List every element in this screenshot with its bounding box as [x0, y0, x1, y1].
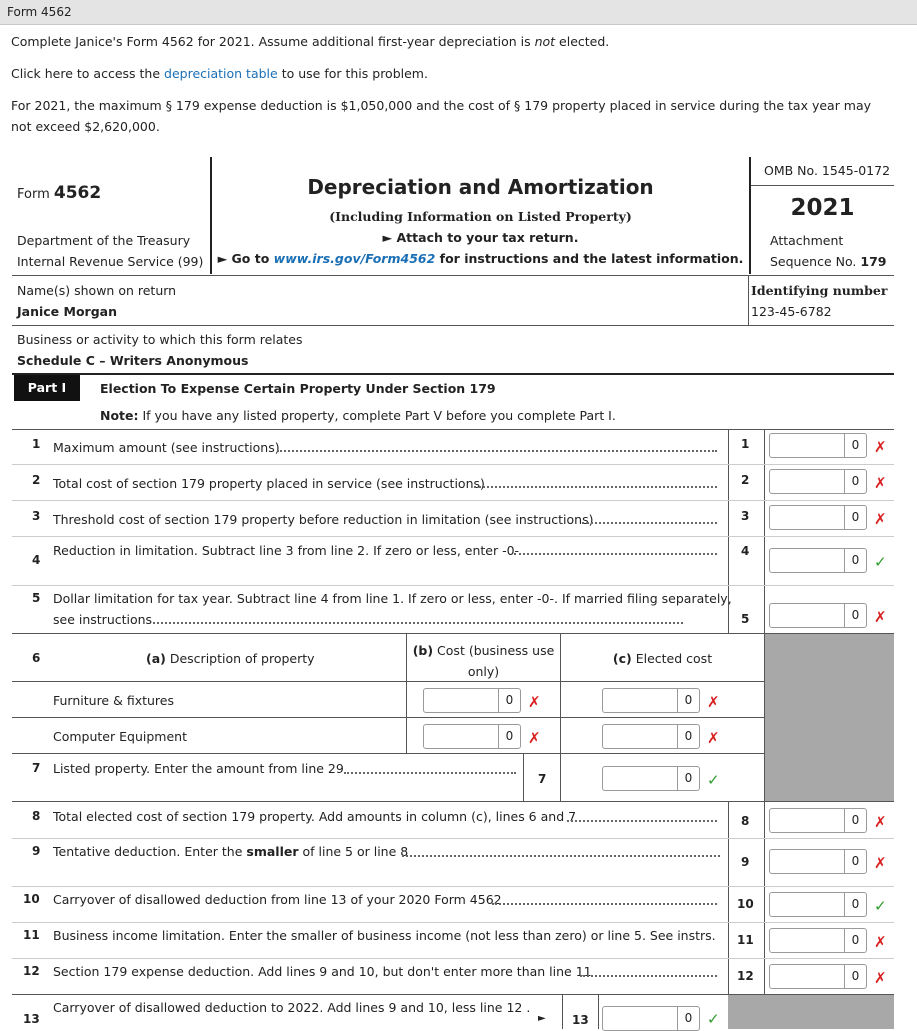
line-5-rule — [12, 633, 894, 634]
line-9-leader — [402, 855, 720, 857]
linebox-divider-bottom — [728, 802, 729, 994]
line-9-incorrect-icon: ✗ — [874, 854, 887, 872]
business-label: Business or activity to which this form relates — [17, 332, 303, 347]
line-1-box: 1 — [741, 437, 750, 451]
property-cost-input[interactable]: 0 — [423, 688, 521, 713]
line-7-rule — [12, 801, 894, 802]
line-12-box: 12 — [737, 969, 754, 983]
line-11-number: 11 — [23, 928, 40, 942]
line-8-leader — [567, 820, 717, 822]
line-1-input[interactable]: 0 — [769, 433, 867, 458]
header-bottom-rule — [12, 275, 894, 276]
irs-label: Internal Revenue Service (99) — [17, 254, 204, 269]
line-4-number: 4 — [32, 553, 41, 567]
line-5-text-1: Dollar limitation for tax year. Subtract line 4 from line 1. If zero or less, enter -0-. If married filing separately, — [53, 591, 732, 606]
property-cost-incorrect-icon: ✗ — [528, 729, 541, 747]
line-12-text: Section 179 expense deduction. Add lines 9 and 10, but don't enter more than line 11 — [53, 964, 592, 979]
line-6-row-rule — [12, 717, 765, 718]
line-10-rule — [12, 922, 894, 923]
line-3-input[interactable]: 0 — [769, 505, 867, 530]
line-13-box-left — [562, 995, 563, 1029]
goto-instruction: ► Go to www.irs.gov/Form4562 for instructions and the latest information. — [217, 251, 744, 266]
property-cost-incorrect-icon: ✗ — [528, 693, 541, 711]
line-13-arrow-icon: ► — [538, 1013, 546, 1024]
line-9-number: 9 — [32, 844, 41, 858]
id-divider — [748, 276, 749, 325]
line-13-shaded-area — [728, 995, 894, 1029]
part1-note: Note: If you have any listed property, complete Part V before you complete Part I. — [100, 408, 616, 423]
line-4-text: Reduction in limitation. Subtract line 3 from line 2. If zero or less, enter -0- — [53, 543, 520, 558]
line-8-input[interactable]: 0 — [769, 808, 867, 833]
line-4-input[interactable]: 0 — [769, 548, 867, 573]
line-8-incorrect-icon: ✗ — [874, 813, 887, 831]
line-3-leader — [582, 522, 717, 524]
col-a-header: (a) Description of property — [146, 651, 315, 666]
depreciation-table-link[interactable]: depreciation table — [164, 66, 278, 81]
form-number: 4562 — [53, 183, 102, 203]
line-7-box: 7 — [538, 772, 547, 786]
line-10-input[interactable]: 0 — [769, 892, 867, 917]
line-12-input[interactable]: 0 — [769, 964, 867, 989]
line-13-correct-icon: ✓ — [707, 1010, 720, 1028]
part1-label: Part I — [14, 375, 80, 401]
line-5-text-2: see instructions — [53, 612, 153, 627]
form-subtitle: (Including Information on Listed Property) — [329, 209, 632, 224]
line-3-text: Threshold cost of section 179 property before reduction in limitation (see instructions) — [53, 512, 594, 527]
dept-treasury: Department of the Treasury — [17, 233, 191, 248]
elected-cost-incorrect-icon: ✗ — [707, 693, 720, 711]
line-9-box: 9 — [741, 855, 750, 869]
business-activity: Schedule C – Writers Anonymous — [17, 353, 249, 368]
line-13-number: 13 — [23, 1012, 40, 1026]
line-6-header-rule — [12, 681, 765, 682]
line-2-leader — [474, 486, 717, 488]
line-7-input[interactable]: 0 — [602, 766, 700, 791]
line-2-rule — [12, 500, 894, 501]
line-4-correct-icon: ✓ — [874, 553, 887, 571]
part1-title: Election To Expense Certain Property Under Section 179 — [100, 381, 496, 396]
col-c-header: (c) Elected cost — [612, 651, 713, 666]
line-11-box: 11 — [737, 933, 754, 947]
line-8-rule — [12, 838, 894, 839]
line-10-correct-icon: ✓ — [874, 897, 887, 915]
line-4-rule — [12, 585, 894, 586]
line-10-box: 10 — [737, 897, 754, 911]
instructions-line-3: For 2021, the maximum § 179 expense deduction is $1,050,000 and the cost of § 179 property placed in service during the tax year may not exceed $2,620,000. — [11, 98, 872, 134]
line-7-box-right — [560, 754, 561, 801]
line-10-leader — [492, 903, 717, 905]
instructions-line-2: Click here to access the depreciation table to use for this problem. — [11, 66, 428, 81]
part1-top-rule — [12, 373, 894, 375]
line-1-leader — [277, 450, 717, 452]
line-5-box: 5 — [741, 612, 750, 626]
line-6-7-shaded-area — [765, 634, 894, 801]
line-1-text: Maximum amount (see instructions) — [53, 440, 280, 455]
line-11-text: Business income limitation. Enter the smaller of business income (not less than zero) or line 5. See instrs. — [53, 928, 716, 943]
line-8-box: 8 — [741, 814, 750, 828]
line-11-rule — [12, 958, 894, 959]
line-8-text: Total elected cost of section 179 property. Add amounts in column (c), lines 6 and 7 — [53, 809, 577, 824]
line-2-input[interactable]: 0 — [769, 469, 867, 494]
tax-year: 2021 — [790, 195, 855, 221]
name-label: Name(s) shown on return — [17, 283, 177, 298]
line-9-rule — [12, 886, 894, 887]
line-4-box: 4 — [741, 544, 750, 558]
line-6-number: 6 — [32, 651, 41, 665]
line-7-box-left — [523, 754, 524, 801]
property-description: Computer Equipment — [53, 729, 187, 744]
part1-note-rule — [12, 429, 894, 430]
sequence-number: Sequence No. 179 — [770, 254, 887, 269]
line-4-leader — [514, 553, 717, 555]
omb-number: OMB No. 1545-0172 — [764, 163, 891, 178]
line-11-incorrect-icon: ✗ — [874, 933, 887, 951]
elected-cost-incorrect-icon: ✗ — [707, 729, 720, 747]
omb-divider — [751, 185, 894, 186]
line-7-number: 7 — [32, 761, 41, 775]
irs-website-link[interactable]: www.irs.gov/Form4562 — [273, 251, 436, 266]
attachment-label: Attachment — [770, 233, 844, 248]
form-title: Depreciation and Amortization — [307, 175, 654, 199]
line-10-number: 10 — [23, 892, 40, 906]
taxpayer-name: Janice Morgan — [17, 304, 117, 319]
line-9-text: Tentative deduction. Enter the smaller of line 5 or line 8 — [53, 844, 409, 859]
line-1-number: 1 — [32, 437, 41, 451]
line-1-rule — [12, 464, 894, 465]
value-divider-top — [764, 430, 765, 633]
value-divider-bottom — [764, 802, 765, 994]
elected-cost-input[interactable]: 0 — [602, 724, 700, 749]
line-2-text: Total cost of section 179 property placed in service (see instructions) — [53, 476, 485, 491]
line-13-text: Carryover of disallowed deduction to 2022. Add lines 9 and 10, less line 12 . — [53, 1000, 531, 1015]
line-9-input[interactable]: 0 — [769, 849, 867, 874]
taxpayer-id: 123-45-6782 — [751, 304, 832, 319]
line-3-rule — [12, 536, 894, 537]
name-bottom-rule — [12, 325, 894, 326]
line-2-incorrect-icon: ✗ — [874, 474, 887, 492]
line-5-incorrect-icon: ✗ — [874, 608, 887, 626]
line-1-incorrect-icon: ✗ — [874, 438, 887, 456]
line-8-number: 8 — [32, 809, 41, 823]
line-12-leader — [580, 975, 717, 977]
line-13-input[interactable]: 0 — [602, 1006, 700, 1031]
line-13-box: 13 — [572, 1013, 589, 1027]
line-12-incorrect-icon: ✗ — [874, 969, 887, 987]
line-10-text: Carryover of disallowed deduction from line 13 of your 2020 Form 4562 — [53, 892, 502, 907]
property-description: Furniture & fixtures — [53, 693, 174, 708]
property-cost-input[interactable]: 0 — [423, 724, 521, 749]
line-3-incorrect-icon: ✗ — [874, 510, 887, 528]
instructions-line-1: Complete Janice's Form 4562 for 2021. Assume additional first-year depreciation is not elected. — [11, 34, 610, 49]
line-2-number: 2 — [32, 473, 41, 487]
line-11-input[interactable]: 0 — [769, 928, 867, 953]
window-title: Form 4562 — [7, 5, 72, 19]
line-5-input[interactable]: 0 — [769, 603, 867, 628]
line-5-leader — [153, 622, 683, 624]
line-5-number: 5 — [32, 591, 41, 605]
attach-instruction: ► Attach to your tax return. — [382, 230, 579, 245]
line-7-text: Listed property. Enter the amount from line 29 — [53, 761, 344, 776]
line-3-number: 3 — [32, 509, 41, 523]
line-2-box: 2 — [741, 473, 750, 487]
window-title-bar — [0, 0, 917, 25]
line-13-box-right — [598, 995, 599, 1029]
line-6-bottom-rule — [12, 753, 765, 754]
form-number-label: Form 4562 — [17, 183, 102, 203]
id-label: Identifying number — [751, 283, 888, 298]
line-7-correct-icon: ✓ — [707, 771, 720, 789]
line-7-leader — [344, 772, 516, 774]
line-3-box: 3 — [741, 509, 750, 523]
elected-cost-input[interactable]: 0 — [602, 688, 700, 713]
col-b-header: (b) Cost (business use only) — [412, 643, 555, 679]
line-12-number: 12 — [23, 964, 40, 978]
